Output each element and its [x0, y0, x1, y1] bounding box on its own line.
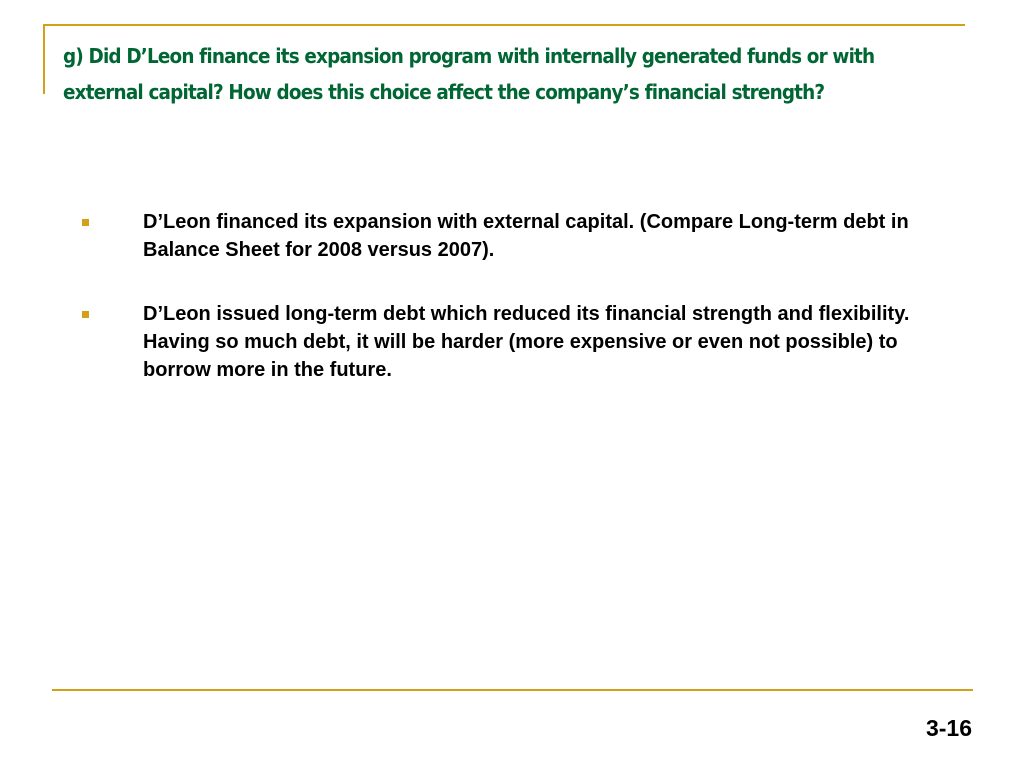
slide-title: g) Did D’Leon finance its expansion program with internally generated funds or with external capital? How does this choice affect the company’s financial strength? [63, 44, 875, 104]
bullet-text: D’Leon issued long-term debt which reduced its financial strength and flexibility. Having so much debt, it will be harder (more expensive or even not possible) to borrow more in the future. [143, 303, 910, 381]
square-bullet-icon [82, 219, 89, 226]
footer-rule [52, 689, 973, 691]
bullet-item [80, 208, 960, 264]
title-frame-top-rule [43, 24, 965, 26]
title-frame-left-rule [43, 24, 45, 94]
bullet-list [80, 208, 960, 420]
square-bullet-icon [82, 311, 89, 318]
slide-number: 3-16 [925, 715, 972, 741]
bullet-text: D’Leon financed its expansion with external capital. (Compare Long-term debt in Balance Sheet for 2008 versus 2007). [143, 211, 909, 261]
bullet-item [80, 300, 960, 384]
